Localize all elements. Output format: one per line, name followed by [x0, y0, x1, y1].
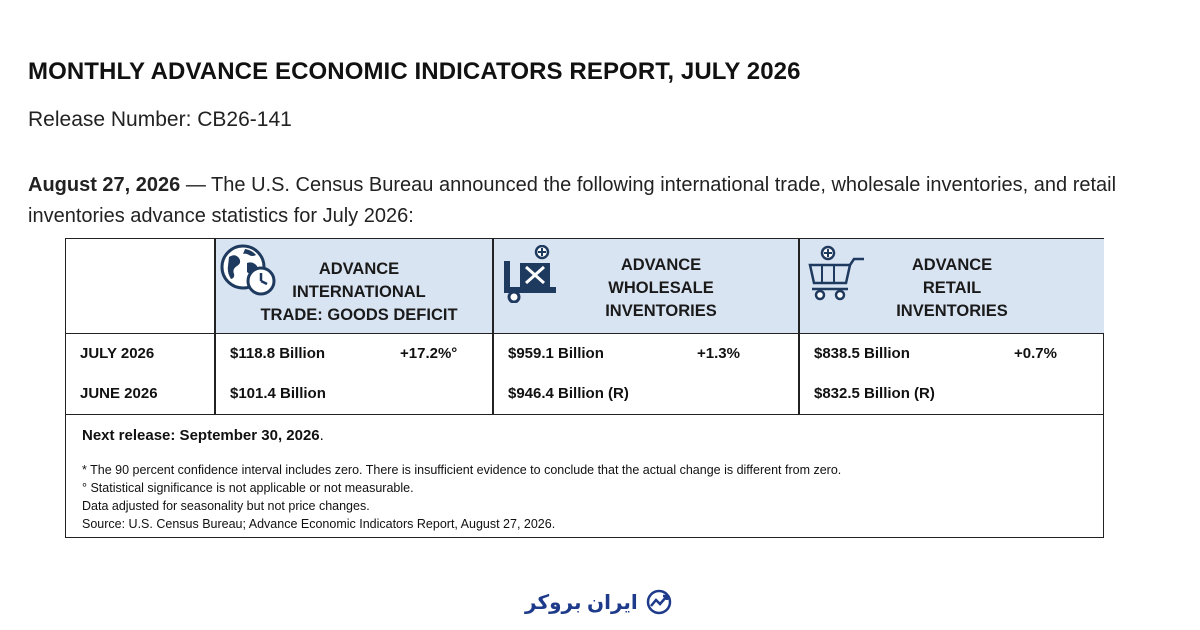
footnotes — [82, 461, 841, 533]
header-label-wholesale: ADVANCE WHOLESALE INVENTORIES — [605, 255, 717, 320]
footnote: Data adjusted for seasonality but not price changes. — [82, 499, 370, 513]
trade-value-cell: $101.4 Billion — [230, 384, 326, 402]
intro-text: — The U.S. Census Bureau announced the following international trade, wholesale inventories, and retail inventories advance statistics for July 2026: — [28, 174, 1117, 227]
table-header-row — [66, 239, 1103, 334]
globe-clock-icon — [219, 243, 279, 299]
next-release: Next release: September 30, 2026. — [82, 427, 324, 444]
release-date: August 27, 2026 — [28, 174, 181, 196]
header-label-retail: ADVANCE RETAIL INVENTORIES — [896, 255, 1008, 320]
wholesale-value-cell: $946.4 Billion (R) — [508, 384, 629, 402]
retail-value-cell: $838.5 Billion — [814, 344, 910, 362]
retail-change-cell: +0.7% — [1014, 344, 1057, 362]
footnote: Source: U.S. Census Bureau; Advance Economic Indicators Report, August 27, 2026. — [82, 517, 556, 531]
footnote: ° Statistical significance is not applicable or not measurable. — [82, 481, 414, 495]
header-cell-wholesale — [494, 239, 798, 333]
chart-trend-logo-icon — [644, 589, 674, 615]
header-cell-retail — [800, 239, 1104, 333]
hand-truck-box-icon — [500, 245, 564, 303]
trade-change-cell: +17.2%° — [400, 344, 458, 362]
brand-watermark — [525, 588, 674, 616]
table-footer — [66, 414, 1103, 540]
header-cell-trade — [216, 239, 492, 333]
trade-value-cell: $118.8 Billion — [230, 344, 326, 362]
footnote: * The 90 percent confidence interval includes zero. There is insufficient evidence to conclude that the actual change is different from zero. — [82, 463, 842, 477]
wholesale-change-cell: +1.3% — [697, 344, 740, 362]
wholesale-value-cell: $959.1 Billion — [508, 344, 604, 362]
intro-paragraph — [28, 170, 1168, 232]
page-title: MONTHLY ADVANCE ECONOMIC INDICATORS REPORT, JULY 2026 — [28, 58, 801, 85]
period-cell: JULY 2026 — [80, 344, 155, 362]
indicators-table — [65, 238, 1104, 538]
header-label-trade: ADVANCE INTERNATIONAL TRADE: GOODS DEFICIT — [260, 259, 458, 324]
table-row — [66, 333, 1103, 373]
table-row — [66, 373, 1103, 413]
brand-name: ایران بروکر — [525, 591, 638, 614]
shopping-cart-icon — [806, 245, 870, 303]
retail-value-cell: $832.5 Billion (R) — [814, 384, 935, 402]
release-number: Release Number: CB26-141 — [28, 108, 292, 131]
period-cell: JUNE 2026 — [80, 384, 158, 402]
